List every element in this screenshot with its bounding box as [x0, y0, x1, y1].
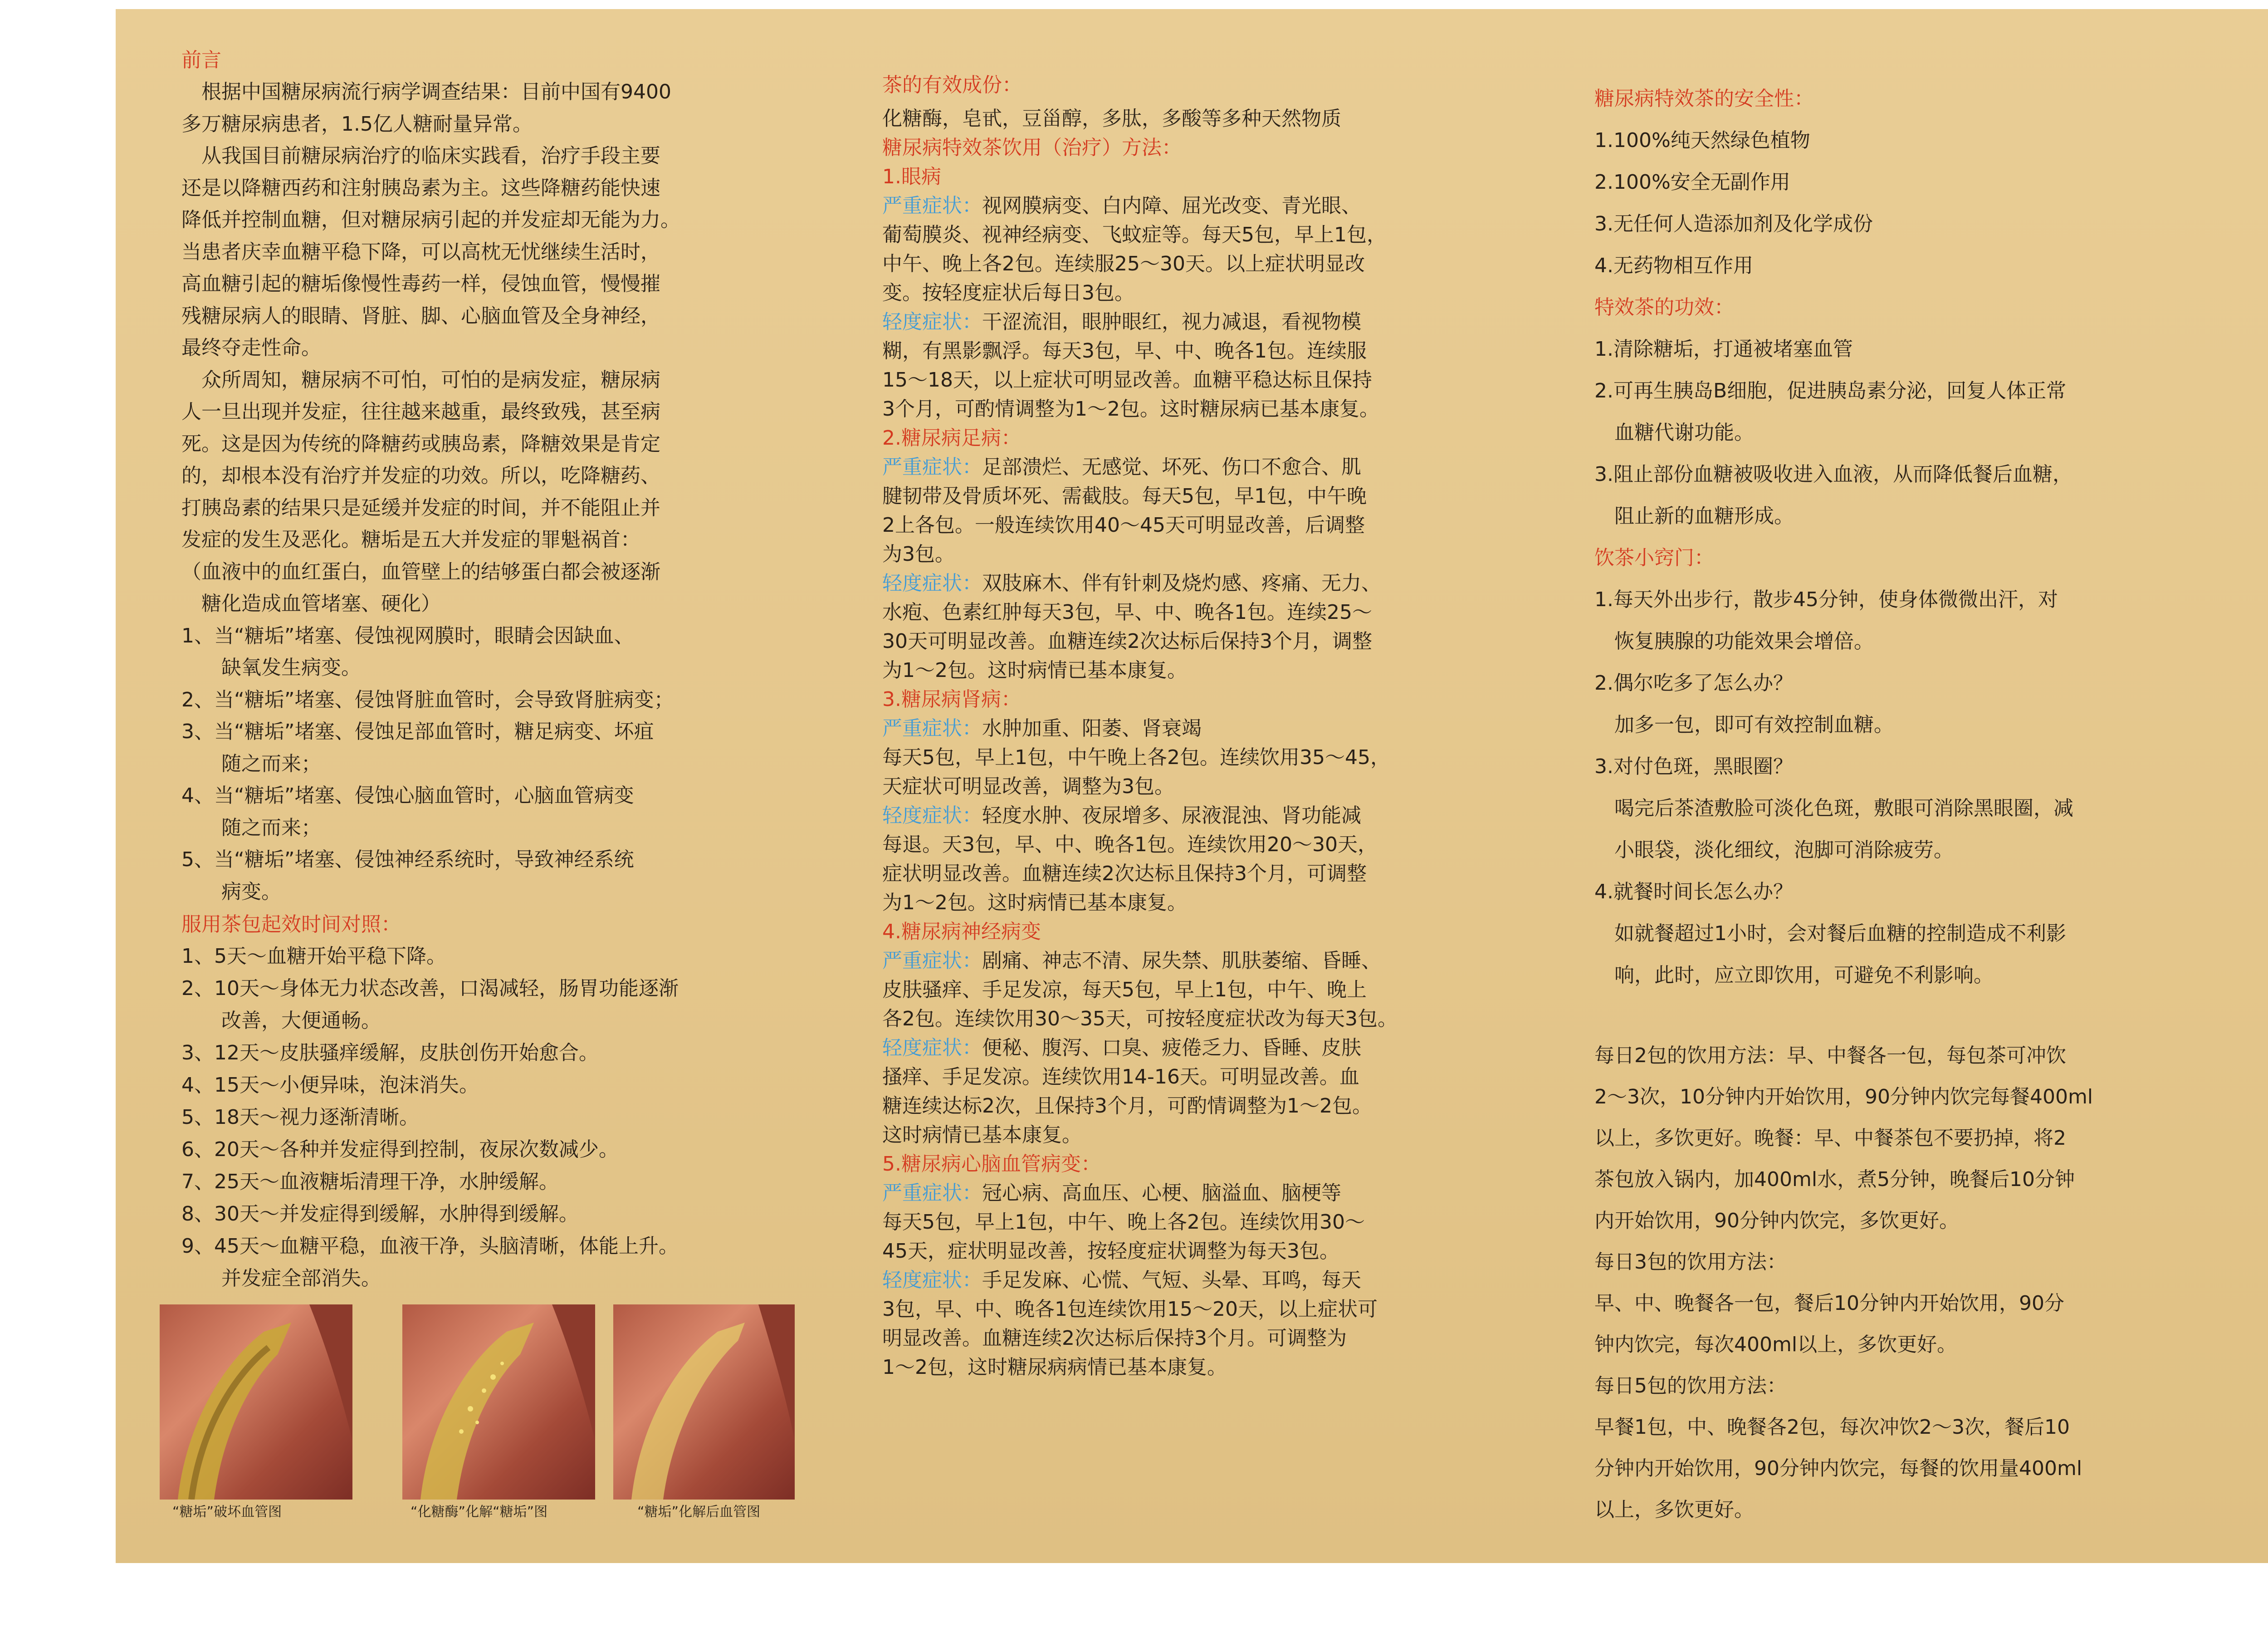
mild-line: 为1～2包。这时病情已基本康复。	[882, 659, 1187, 682]
symptom-label: 轻度症状：	[882, 310, 982, 333]
symptom-label: 严重症状：	[882, 717, 982, 740]
mild-line: 明显改善。血糖连续2次达标后保持3个月。可调整为	[882, 1327, 1347, 1350]
mild-line: 糖连续达标2次，且保持3个月，可酌情调整为1～2包。	[882, 1094, 1372, 1118]
tip-item: 如就餐超过1小时，会对餐后血糖的控制造成不利影	[1594, 922, 2066, 945]
timing-line: 并发症全部消失。	[181, 1267, 381, 1290]
usage-line: 钟内饮完，每次400ml以上，多饮更好。	[1594, 1333, 1957, 1356]
tip-item: 小眼袋，淡化细纹，泡脚可消除疲劳。	[1594, 838, 1954, 862]
severe-line: 每天5包，早上1包，中午、晚上各2包。连续饮用30～	[882, 1211, 1365, 1234]
tips-title: 饮茶小窍门：	[1594, 546, 1714, 569]
symptom-label: 轻度症状：	[882, 804, 982, 827]
mild-line: 3个月，可酌情调整为1～2包。这时糖尿病已基本康复。	[882, 397, 1379, 421]
effect-item: 1.清除糖垢，打通被堵塞血管	[1594, 338, 1853, 361]
preface-line: 1、当“糖垢”堵塞、侵蚀视网膜时，眼睛会因缺血、	[181, 624, 634, 647]
preface-title: 前言	[181, 49, 221, 72]
mild-line: 水疱、色素红肿每天3包，早、中、晚各1包。连续25～	[882, 601, 1372, 624]
mild-line	[882, 1268, 1361, 1293]
preface-line: 众所周知，糖尿病不可怕，可怕的是病发症，糖尿病	[181, 368, 660, 392]
severe-line	[882, 948, 1381, 974]
symptom-label: 严重症状：	[882, 1181, 982, 1205]
symptom-text: 剧痛、神志不清、尿失禁、肌肤萎缩、昏睡、	[982, 949, 1381, 972]
severe-line	[882, 455, 1361, 480]
mild-line: 为1～2包。这时病情已基本康复。	[882, 891, 1187, 914]
severe-line: 为3包。	[882, 543, 955, 566]
usage-line: 早餐1包，中、晚餐各2包，每次冲饮2～3次，餐后10	[1594, 1416, 2070, 1439]
caption-clean-vessel: “糖垢”化解后血管图	[637, 1504, 761, 1520]
timing-line: 6、20天～各种并发症得到控制，夜尿次数减少。	[181, 1138, 619, 1161]
timing-line: 9、45天～血糖平稳，血液干净，头脑清晰，体能上升。	[181, 1235, 679, 1258]
tip-item: 4.就餐时间长怎么办？	[1594, 880, 1793, 903]
symptom-text: 便秘、腹泻、口臭、疲倦乏力、昏睡、皮肤	[982, 1036, 1361, 1059]
preface-line: 随之而来；	[181, 816, 321, 839]
tip-item: 2.偶尔吃多了怎么办？	[1594, 672, 1793, 695]
symptom-text: 视网膜病变、白内障、屈光改变、青光眼、	[982, 194, 1361, 217]
ingredients-text: 化糖酶，皂甙，豆甾醇，多肽，多酸等多种天然物质	[882, 107, 1341, 130]
brochure-sheet	[116, 9, 2268, 1563]
severe-line: 中午、晚上各2包。连续服25～30天。以上症状明显改	[882, 252, 1365, 275]
section-heading: 1.眼病	[882, 165, 941, 188]
severe-line: 各2包。连续饮用30～35天，可按轻度症状改为每天3包。	[882, 1007, 1398, 1030]
caption-enzyme-dissolve: “化糖酶”化解“糖垢”图	[411, 1504, 548, 1520]
preface-line: 最终夺走性命。	[181, 336, 321, 359]
preface-line: 多万糖尿病患者，1.5亿人糖耐量异常。	[181, 112, 533, 136]
preface-line: 3、当“糖垢”堵塞、侵蚀足部血管时，糖足病变、坏疽	[181, 720, 654, 743]
mild-line: 糊，有黑影飘浮。每天3包，早、中、晚各1包。连续服	[882, 339, 1367, 363]
vessel-photo-3	[613, 1304, 795, 1500]
effect-item: 血糖代谢功能。	[1594, 421, 1754, 444]
preface-line: （血液中的血红蛋白，血管壁上的结够蛋白都会被逐渐	[181, 560, 660, 583]
symptom-label: 轻度症状：	[882, 1036, 982, 1059]
preface-line: 糖化造成血管堵塞、硬化）	[181, 592, 441, 615]
symptom-text: 水肿加重、阳萎、肾衰竭	[982, 717, 1202, 740]
symptom-text: 轻度水肿、夜尿增多、尿液混浊、肾功能减	[982, 804, 1361, 827]
preface-line: 缺氧发生病变。	[181, 656, 361, 679]
severe-line: 天症状可明显改善，调整为3包。	[882, 775, 1174, 798]
severe-line: 皮肤骚痒、手足发凉，每天5包，早上1包，中午、晚上	[882, 978, 1367, 1001]
severe-line: 葡萄膜炎、视神经病变、飞蚊症等。每天5包，早上1包，	[882, 223, 1387, 246]
preface-line: 随之而来；	[181, 752, 321, 775]
caption-damaged-vessel: “糖垢”破坏血管图	[172, 1504, 282, 1520]
symptom-text: 冠心病、高血压、心梗、脑溢血、脑梗等	[982, 1181, 1341, 1205]
usage-line: 早、中、晚餐各一包，餐后10分钟内开始饮用，90分	[1594, 1292, 2064, 1315]
mild-line: 3包，早、中、晚各1包连续饮用15～20天，以上症状可	[882, 1298, 1378, 1321]
symptom-text: 干涩流泪，眼肿眼红，视力减退，看视物模	[982, 310, 1361, 333]
effect-item: 阻止新的血糖形成。	[1594, 505, 1794, 528]
vessel-photo-2	[402, 1304, 595, 1500]
severe-line	[882, 193, 1361, 219]
preface-line: 病变。	[181, 880, 281, 903]
mild-line: 30天可明显改善。血糖连续2次达标后保持3个月，调整	[882, 630, 1372, 653]
severe-line: 2上各包。一般连续饮用40～45天可明显改善，后调整	[882, 514, 1365, 537]
section-heading: 5.糖尿病心脑血管病变：	[882, 1152, 1101, 1176]
mild-line: 15～18天，以上症状可明显改善。血糖平稳达标且保持	[882, 368, 1372, 392]
section-heading: 4.糖尿病神经病变	[882, 920, 1041, 943]
timing-line: 7、25天～血液糖垢清理干净，水肿缓解。	[181, 1170, 559, 1193]
preface-line: 降低并控制血糖，但对糖尿病引起的并发症却无能为力。	[181, 208, 680, 231]
preface-line: 还是以降糖西药和注射胰岛素为主。这些降糖药能快速	[181, 176, 660, 200]
timing-line: 改善，大便通畅。	[181, 1009, 381, 1032]
preface-line: 的，却根本没有治疗并发症的功效。所以，吃降糖药、	[181, 464, 660, 487]
symptom-text: 足部溃烂、无感觉、坏死、伤口不愈合、肌	[982, 456, 1361, 479]
preface-line: 高血糖引起的糖垢像慢性毒药一样，侵蚀血管，慢慢摧	[181, 272, 660, 295]
usage-line: 分钟内开始饮用，90分钟内饮完，每餐的饮用量400ml	[1594, 1457, 2082, 1480]
tip-item: 3.对付色斑，黑眼圈？	[1594, 755, 1793, 778]
symptom-label: 轻度症状：	[882, 572, 982, 595]
symptom-label: 严重症状：	[882, 194, 982, 217]
symptom-text: 手足发麻、心慌、气短、头晕、耳鸣，每天	[982, 1269, 1361, 1292]
symptom-label: 轻度症状：	[882, 1269, 982, 1292]
section-heading: 3.糖尿病肾病：	[882, 688, 1021, 711]
preface-line: 从我国目前糖尿病治疗的临床实践看，治疗手段主要	[181, 144, 660, 167]
mild-line: 1～2包，这时糖尿病病情已基本康复。	[882, 1356, 1227, 1379]
timing-line: 2、10天～身体无力状态改善，口渴减轻，肠胃功能逐渐	[181, 977, 679, 1000]
preface-line: 死。这是因为传统的降糖药或胰岛素，降糖效果是肯定	[181, 432, 660, 456]
timing-line: 1、5天～血糖开始平稳下降。	[181, 945, 446, 968]
tip-item: 1.每天外出步行，散步45分钟，使身体微微出汗，对	[1594, 588, 2058, 611]
safety-item: 1.100%纯天然绿色植物	[1594, 129, 1810, 152]
preface-line: 5、当“糖垢”堵塞、侵蚀神经系统时，导致神经系统	[181, 848, 634, 871]
preface-line: 发症的发生及恶化。糖垢是五大并发症的罪魁祸首：	[181, 528, 640, 551]
usage-line: 每日5包的饮用方法：	[1594, 1374, 1787, 1397]
usage-line: 每日2包的饮用方法：早、中餐各一包，每包茶可冲饮	[1594, 1044, 2066, 1067]
symptom-label: 严重症状：	[882, 949, 982, 972]
timing-line: 4、15天～小便异味，泡沫消失。	[181, 1073, 479, 1097]
safety-item: 2.100%安全无副作用	[1594, 171, 1790, 194]
mild-line: 症状明显改善。血糖连续2次达标且保持3个月，可调整	[882, 862, 1367, 885]
mild-line	[882, 571, 1381, 596]
vessel-photo-strip	[160, 1304, 795, 1500]
preface-line: 根据中国糖尿病流行病学调查结果：目前中国有9400	[181, 80, 671, 103]
safety-title: 糖尿病特效茶的安全性：	[1594, 87, 1814, 110]
symptom-text: 双肢麻木、伴有针刺及烧灼感、疼痛、无力、	[982, 572, 1381, 595]
effect-title: 特效茶的功效：	[1594, 296, 1734, 319]
effect-item: 3.阻止部份血糖被吸收进入血液，从而降低餐后血糖，	[1594, 463, 2072, 486]
tip-item: 响，此时，应立即饮用，可避免不利影响。	[1594, 964, 1994, 987]
mild-line: 每退。天3包，早、中、晚各1包。连续饮用20～30天，	[882, 833, 1378, 856]
mild-line	[882, 309, 1361, 335]
preface-line: 4、当“糖垢”堵塞、侵蚀心脑血管时，心脑血管病变	[181, 784, 634, 807]
tip-item: 喝完后茶渣敷脸可淡化色斑，敷眼可消除黑眼圈，减	[1594, 797, 2073, 820]
usage-line: 以上，多饮更好。	[1594, 1498, 1754, 1521]
severe-line: 45天，症状明显改善，按轻度症状调整为每天3包。	[882, 1240, 1339, 1263]
usage-line: 以上，多饮更好。晚餐：早、中餐茶包不要扔掉，将2	[1594, 1127, 2066, 1150]
mild-line: 搔痒、手足发凉。连续饮用14-16天。可明显改善。血	[882, 1065, 1359, 1088]
timing-title: 服用茶包起效时间对照：	[181, 913, 401, 936]
effect-item: 2.可再生胰岛B细胞，促进胰岛素分泌，回复人体正常	[1594, 379, 2067, 402]
preface-line: 残糖尿病人的眼睛、肾脏、脚、心脑血管及全身神经，	[181, 304, 660, 328]
severe-line: 变。按轻度症状后每日3包。	[882, 281, 1134, 304]
severe-line	[882, 716, 1202, 741]
usage-line: 2～3次，10分钟内开始饮用，90分钟内饮完每餐400ml	[1594, 1085, 2093, 1108]
mild-line	[882, 1035, 1361, 1061]
preface-line: 打胰岛素的结果只是延缓并发症的时间，并不能阻止并	[181, 496, 660, 520]
usage-line: 茶包放入锅内，加400ml水，煮5分钟，晚餐后10分钟	[1594, 1168, 2075, 1191]
ingredients-title: 茶的有效成份：	[882, 74, 1022, 97]
timing-line: 3、12天～皮肤骚痒缓解，皮肤创伤开始愈合。	[181, 1041, 599, 1064]
severe-line	[882, 1181, 1341, 1206]
timing-line: 8、30天～并发症得到缓解，水肿得到缓解。	[181, 1202, 579, 1225]
mild-line	[882, 803, 1361, 828]
safety-item: 4.无药物相互作用	[1594, 254, 1753, 277]
symptom-label: 严重症状：	[882, 456, 982, 479]
method-title: 糖尿病特效茶饮用（治疗）方法：	[882, 136, 1182, 159]
tip-item: 恢复胰腺的功能效果会增倍。	[1594, 630, 1874, 653]
preface-line: 当患者庆幸血糖平稳下降，可以高枕无忧继续生活时，	[181, 240, 660, 264]
severe-line: 腱韧带及骨质坏死、需截肢。每天5包，早1包，中午晚	[882, 485, 1367, 508]
tip-item: 加多一包，即可有效控制血糖。	[1594, 713, 1894, 736]
vessel-photo-1	[160, 1304, 352, 1500]
preface-line: 2、当“糖垢”堵塞、侵蚀肾脏血管时，会导致肾脏病变；	[181, 688, 674, 711]
preface-line: 人一旦出现并发症，往往越来越重，最终致残，甚至病	[181, 400, 660, 423]
section-heading: 2.糖尿病足病：	[882, 426, 1021, 450]
usage-line: 每日3包的饮用方法：	[1594, 1250, 1787, 1274]
safety-item: 3.无任何人造添加剂及化学成份	[1594, 212, 1873, 235]
usage-line: 内开始饮用，90分钟内饮完，多饮更好。	[1594, 1209, 1959, 1232]
severe-line: 每天5包，早上1包，中午晚上各2包。连续饮用35～45，	[882, 746, 1390, 769]
timing-line: 5、18天～视力逐渐清晰。	[181, 1106, 419, 1129]
mild-line: 这时病情已基本康复。	[882, 1123, 1082, 1147]
